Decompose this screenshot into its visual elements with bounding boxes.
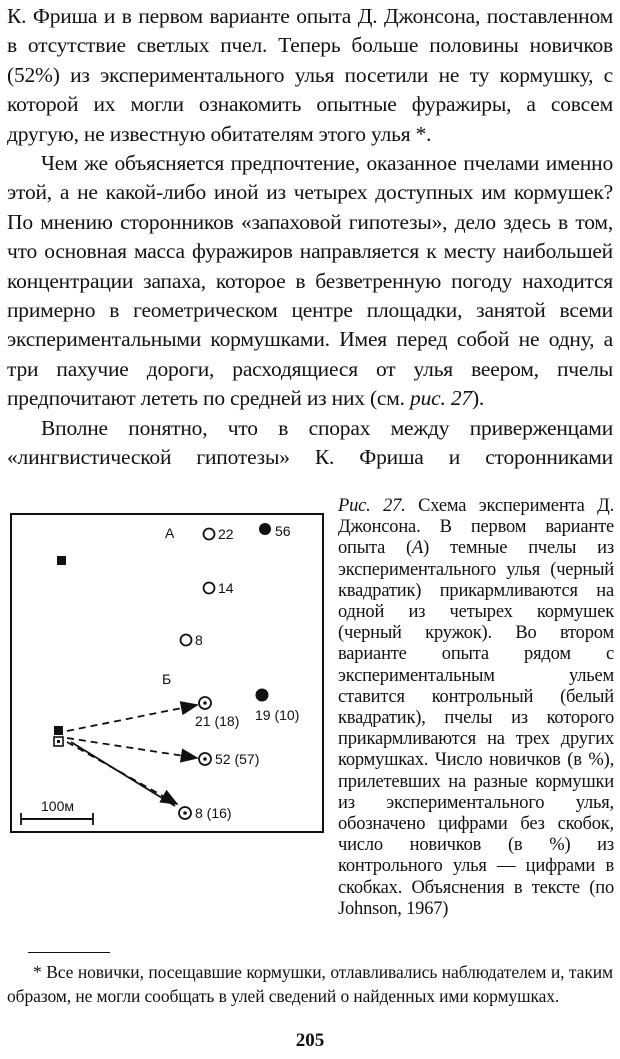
paragraph-2 — [7, 149, 613, 414]
paragraph-2-end: ). — [471, 386, 485, 411]
caption-text-1: Схема эксперимента Д. Джонсона. В первом варианте опыта ( — [338, 496, 614, 559]
feeder-b-21-label: 21 (18) — [195, 713, 240, 729]
feeder-a-56 — [259, 523, 271, 535]
section-a-label: А — [165, 525, 175, 541]
feeder-a-14 — [204, 583, 215, 594]
caption-text-2: ) темные пчелы из экспериментального улья (черный квадратик) прикармливаются на одной из четырех кормушек (черный кружок). Во втором варианте опыта рядом с экспериментальным ульем ставится контрольный (белый квадратик), пчелы из которого прикармливаются на трех других кормушках. Число новичков (в %), прилетевших на разные кормушки из экспериментального улья, обозначено цифрами без скобок, число новичков (в %) из контрольного улья — цифрами в скобках. Объяснения в тексте (по Johnson, 1967) — [338, 538, 614, 919]
feeder-b-19 — [256, 689, 269, 702]
figure-reference: рис. 27 — [410, 386, 472, 411]
footnote: * Все новички, посещавшие кормушки, отлавливались наблюдателем и, таким образом, не могли сообщать в улей сведений о найденных ими кормушках. — [7, 962, 613, 1006]
section-b-label: Б — [162, 671, 172, 687]
feeder-a-14-label: 14 — [218, 580, 234, 596]
footnote-divider — [28, 952, 110, 953]
figure-caption — [338, 496, 614, 920]
route-to-feeder-52 — [67, 738, 197, 758]
feeder-b-52-label: 52 (57) — [215, 751, 260, 767]
main-text — [7, 2, 613, 473]
page-number: 205 — [295, 1030, 325, 1051]
feeder-a-56-label: 56 — [275, 523, 291, 539]
caption-italic-a: А — [411, 538, 424, 559]
caption-label: Рис. 27. — [338, 496, 406, 516]
feeder-b-19-label: 19 (10) — [255, 707, 300, 723]
route-to-feeder-21 — [67, 705, 197, 731]
paragraph-1: К. Фриша и в первом варианте опыта Д. Джонсона, поставленном в отсутствие светлых пчел. Теперь больше половины новичков (52%) из экспериментального улья посетили не ту кормушку, с которой их могли ознакомить опытные фуражиры, а совсем другую, не известную обитателям этого улья *. — [7, 4, 613, 146]
figure-27 — [7, 500, 329, 860]
feeder-a-22-label: 22 — [218, 526, 234, 542]
feeder-b-8-label: 8 (16) — [195, 805, 232, 821]
experimental-hive-b — [54, 726, 63, 735]
experimental-hive-a — [57, 556, 66, 565]
feeder-a-8-label: 8 — [195, 632, 203, 648]
feeder-a-22 — [204, 529, 215, 540]
scale-label: 100м — [41, 798, 74, 814]
paragraph-3: Вполне понятно, что в спорах между приверженцами «лингвистической гипотезы» К. Фриша и сторонниками — [7, 415, 613, 470]
feeder-a-8 — [181, 635, 192, 646]
paragraph-2-text: Чем же объясняется предпочтение, оказанное пчелами именно этой, а не какой-либо иной из четырех доступных им кормушек? По мнению сторонников «запаховой гипотезы», дело здесь в том, что основная масса фуражиров направляется к месту наибольшей концентрации запаха, которое в безветренную погоду находится примерно в геометрическом центре площадки, занятой всеми экспериментальными кормушками. Имея перед собой не одну, а три пахучие дороги, расходящиеся от улья веером, пчелы предпочитают лететь по средней из них (см. — [7, 151, 613, 411]
experiment-diagram — [7, 500, 329, 860]
